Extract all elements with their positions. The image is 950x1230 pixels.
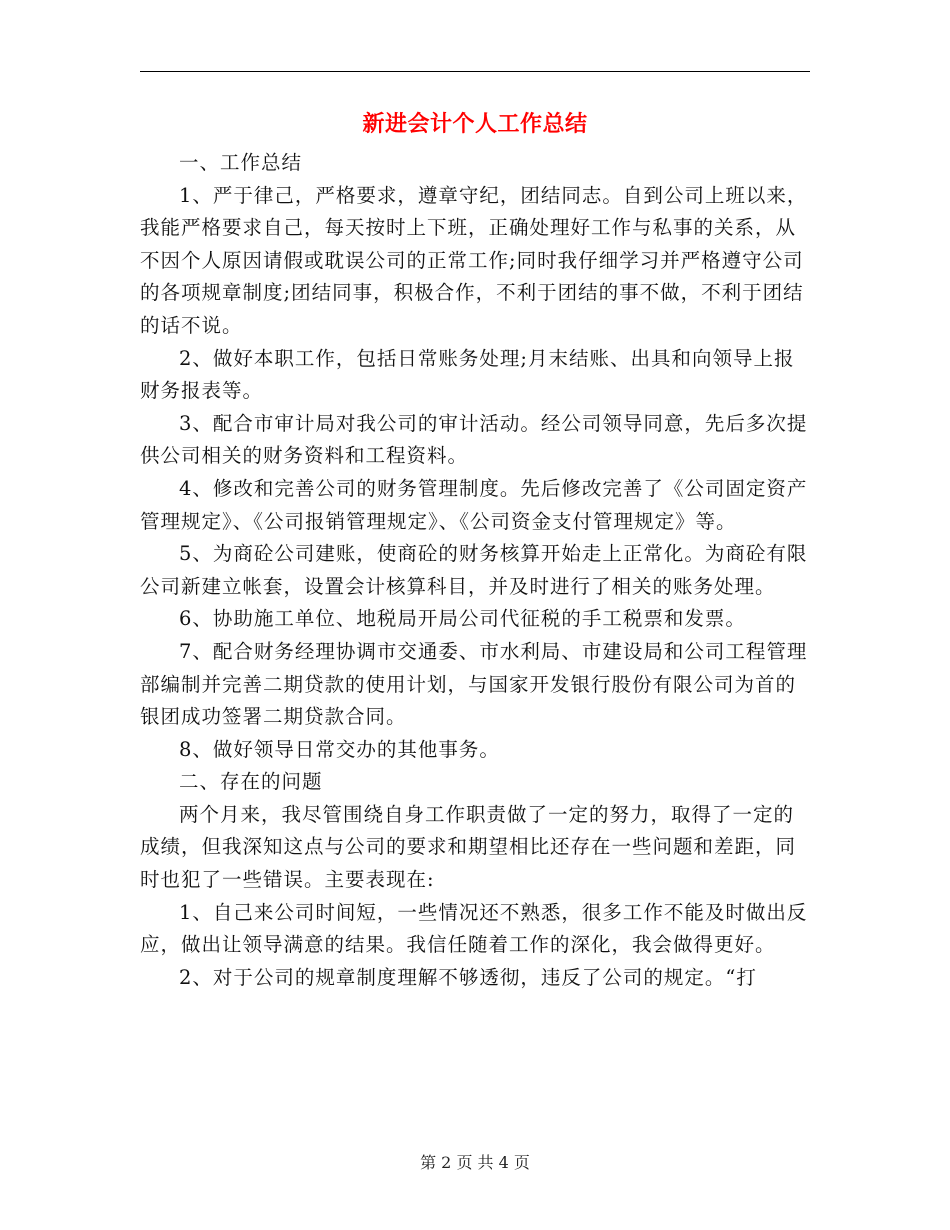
section-heading-work-summary: 一、工作总结 [179, 151, 303, 174]
document-body [140, 147, 810, 994]
header-rule [140, 71, 810, 72]
paragraph-item-5: 5、为商砼公司建账，使商砼的财务核算开始走上正常化。为商砼有限公司新建立帐套，设置会计核算科目，并及时进行了相关的账务处理。 [140, 542, 808, 598]
paragraph-item-6: 6、协助施工单位、地税局开局公司代征税的手工税票和发票。 [179, 607, 746, 631]
paragraph-item-4: 4、修改和完善公司的财务管理制度。先后修改完善了《公司固定资产管理规定》、《公司报销管理规定》、《公司资金支付管理规定》等。 [140, 476, 808, 533]
paragraph-item-7: 7、配合财务经理协调市交通委、市水利局、市建设局和公司工程管理部编制并完善二期贷款的使用计划，与国家开发银行股份有限公司为首的银团成功签署二期贷款合同。 [140, 639, 808, 729]
page-number-footer: 第 2 页 共 4 页 [420, 1153, 530, 1172]
paragraph-item-1: 1、严于律己，严格要求，遵章守纪，团结同志。自到公司上班以来，我能严格要求自己，每天按时上下班，正确处理好工作与私事的关系，从不因个人原因请假或耽误公司的正常工作;同时我仔细学习并严格遵守公司的各项规章制度;团结同事，积极合作，不利于团结的事不做，不利于团结的话不说。 [140, 183, 808, 337]
paragraph-item-8: 8、做好领导日常交办的其他事务。 [179, 737, 500, 761]
paragraph-problem-2: 2、对于公司的规章制度理解不够透彻，违反了公司的规定。“打 [179, 965, 757, 989]
paragraph-problems-intro: 两个月来，我尽管围绕自身工作职责做了一定的努力，取得了一定的成绩，但我深知这点与公司的要求和期望相比还存在一些问题和差距，同时也犯了一些错误。主要表现在: [140, 802, 797, 892]
section-heading-problems: 二、存在的问题 [179, 770, 323, 794]
paragraph-item-2: 2、做好本职工作，包括日常账务处理;月末结账、出具和向领导上报财务报表等。 [140, 346, 795, 403]
paragraph-problem-1: 1、自己来公司时间短，一些情况还不熟悉，很多工作不能及时做出反应，做出让领导满意的结果。我信任随着工作的深化，我会做得更好。 [140, 900, 808, 957]
document-title: 新进会计个人工作总结 [362, 112, 588, 137]
paragraph-item-3: 3、配合市审计局对我公司的审计活动。经公司领导同意，先后多次提供公司相关的财务资料和工程资料。 [140, 411, 808, 468]
